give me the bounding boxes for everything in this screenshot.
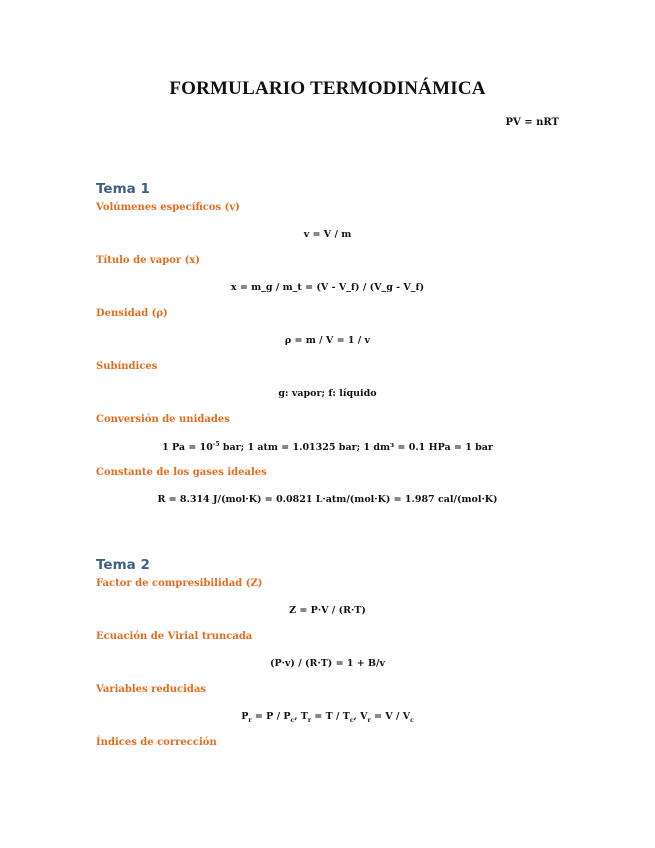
reduced-v-c: c (410, 716, 414, 724)
unit-conversion-formula (0, 441, 655, 453)
compressibility-formula: Z = P·V / (R·T) (289, 605, 366, 616)
document-title: FORMULARIO TERMODINÁMICA (169, 78, 486, 99)
unit-conversion-part-b: bar; 1 atm = 1.01325 bar; 1 dm³ = 0.1 HPa = 1 bar (219, 442, 493, 454)
compressibility-label: Factor de compresibilidad (Z) (96, 578, 263, 589)
reduced-p-c: c (290, 716, 295, 724)
virial-formula: (P·v) / (R·T) = 1 + B/v (269, 658, 386, 669)
reduced-p: P (241, 711, 249, 722)
gas-constant-label: Constante de los gases ideales (96, 467, 267, 478)
subscripts-label: Subíndices (96, 361, 158, 372)
correction-indices-label: Índices de corrección (96, 737, 217, 748)
tema1-heading: Tema 1 (96, 181, 150, 197)
reduced-t-eq: = T / T (311, 711, 350, 722)
specific-volume-formula: v = V / m (303, 229, 352, 240)
vapor-quality-label: Título de vapor (x) (96, 255, 201, 266)
ideal-gas-formula: PV = nRT (505, 117, 559, 128)
specific-volume-label: Volúmenes específicos (v) (96, 202, 240, 213)
reduced-v-sub: r (367, 716, 371, 724)
reduced-p-eq: = P / P (251, 711, 291, 722)
vapor-quality-formula: x = m_g / m_t = (V - V_f) / (V_g - V_f) (230, 282, 425, 293)
reduced-variables-label: Variables reducidas (96, 684, 207, 695)
reduced-v-eq: = V / V (370, 711, 411, 722)
density-formula: ρ = m / V = 1 / v (284, 335, 371, 346)
tema2-heading: Tema 2 (96, 557, 150, 573)
density-label: Densidad (ρ) (96, 308, 168, 319)
gas-constant-formula: R = 8.314 J/(mol·K) = 0.0821 L·atm/(mol·K) = 1.987 cal/(mol·K) (157, 494, 498, 505)
subscripts-formula: g: vapor; f: líquido (278, 388, 377, 399)
reduced-t: , T (294, 711, 308, 722)
reduced-v: , V (353, 711, 368, 722)
reduced-p-sub: r (248, 716, 252, 724)
virial-label: Ecuación de Virial truncada (96, 631, 253, 642)
unit-conversion-label: Conversión de unidades (96, 414, 230, 425)
reduced-variables-formula (0, 711, 655, 724)
reduced-t-c: c (349, 716, 354, 724)
reduced-t-sub: r (307, 716, 312, 724)
unit-conversion-part-a: 1 Pa = 10 (162, 442, 213, 454)
unit-conversion-exponent: -5 (212, 441, 220, 448)
